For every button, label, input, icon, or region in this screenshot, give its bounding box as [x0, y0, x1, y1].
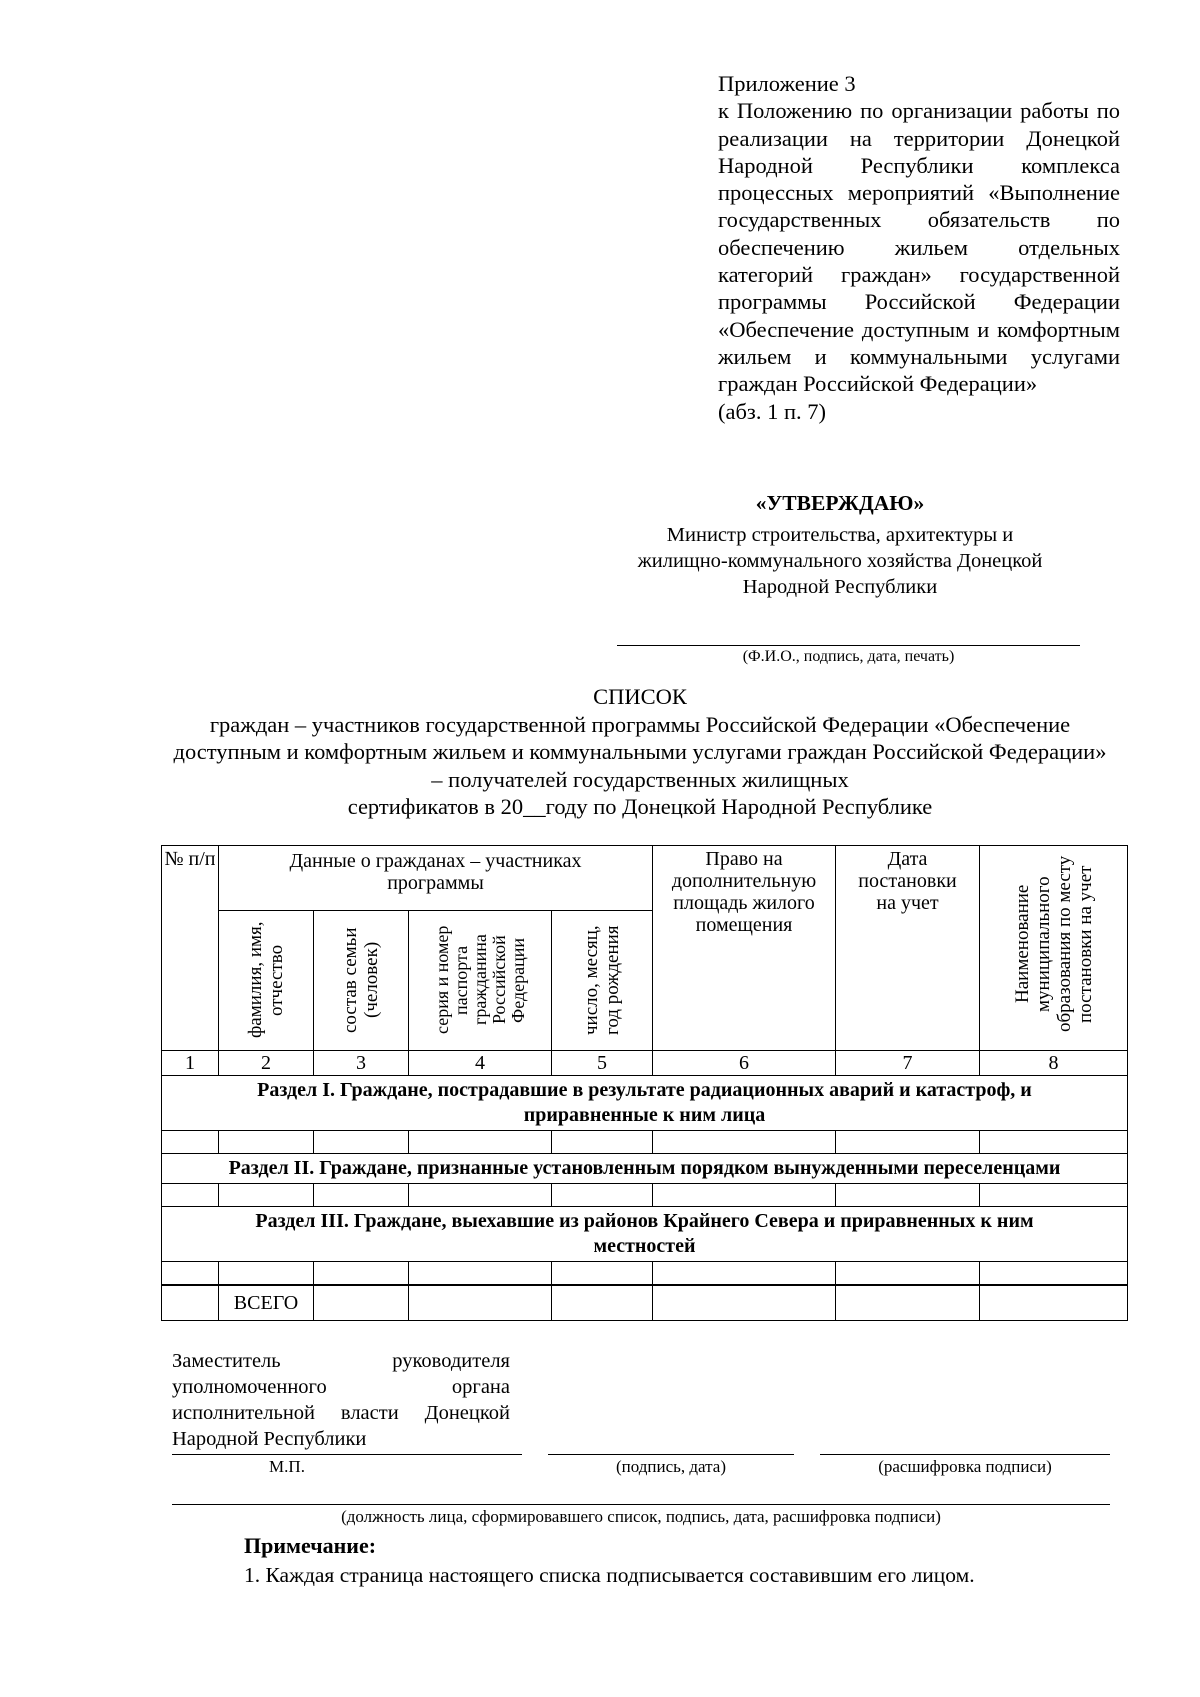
col-municipality-label: Наименование муниципального образования по месту постановки на учет — [1011, 855, 1096, 1033]
decoding-line — [820, 1454, 1110, 1455]
table-cell — [219, 1131, 314, 1154]
appendix-text: к Положению по организации работы по реализации на территории Донецкой Народной Республики комплекса процессных мероприятий «Выполнение государственных обязательств по обеспечению жильем отдельных категорий граждан» государственной программы Российской Федерации «Обеспечение доступным и комфортным жильем и коммунальными услугами граждан Российской Федерации» — [718, 98, 1120, 397]
note-label: Примечание: — [244, 1533, 377, 1558]
col-passport-label: серия и номер паспорта гражданина Российской Федерации — [431, 925, 528, 1035]
table-cell — [836, 1131, 980, 1154]
col-fio-header — [219, 911, 314, 1051]
table-cell — [980, 1184, 1128, 1207]
signature-date-caption: (подпись, дата) — [615, 1457, 726, 1476]
appendix-block — [718, 70, 1120, 425]
stamp-caption: М.П. — [269, 1457, 305, 1476]
table-cell — [980, 1131, 1128, 1154]
total-label: ВСЕГО — [219, 1285, 314, 1321]
section-row — [162, 1207, 1128, 1262]
table-cell — [836, 1262, 980, 1285]
table-cell — [653, 1262, 836, 1285]
approval-signature-caption: (Ф.И.О., подпись, дата, печать) — [742, 648, 955, 665]
column-number: 5 — [552, 1051, 653, 1076]
col-number-header: № п/п — [162, 846, 219, 1051]
table-cell — [314, 1184, 409, 1207]
table-cell — [219, 1262, 314, 1285]
table-header-row — [162, 846, 1128, 911]
col-birth-header — [552, 911, 653, 1051]
table-cell — [980, 1285, 1128, 1321]
col-date-header: Дата постановки на учет — [836, 846, 980, 1051]
approval-position: Министр строительства, архитектуры и жилищно-коммунального хозяйства Донецкой Народной Республики — [637, 524, 1043, 598]
col-passport-header — [409, 911, 552, 1051]
col-birth-label: число, месяц, год рождения — [581, 925, 623, 1035]
list-title: СПИСОК — [593, 684, 687, 709]
table-cell — [314, 1131, 409, 1154]
table-cell — [409, 1262, 552, 1285]
section-row — [162, 1154, 1128, 1184]
table-cell — [552, 1131, 653, 1154]
stamp-signature-line — [172, 1454, 522, 1455]
section-3-heading: Раздел III. Граждане, выехавшие из районов Крайнего Севера и приравненных к ним местностей — [162, 1207, 1128, 1262]
column-number: 1 — [162, 1051, 219, 1076]
col-family-header — [314, 911, 409, 1051]
column-number: 2 — [219, 1051, 314, 1076]
col-citizens-header: Данные о гражданах – участниках программы — [219, 846, 653, 911]
column-number: 6 — [653, 1051, 836, 1076]
col-municipality-header — [980, 846, 1128, 1051]
section-1-heading: Раздел I. Граждане, пострадавшие в результате радиационных аварий и катастроф, и приравненные к ним лица — [162, 1076, 1128, 1131]
note-item-1: 1. Каждая страница настоящего списка подписывается составившим его лицом. — [244, 1563, 975, 1587]
table-cell — [552, 1184, 653, 1207]
table-cell — [836, 1285, 980, 1321]
approval-block — [600, 490, 1080, 600]
total-row — [162, 1285, 1128, 1321]
citizens-table — [161, 845, 1128, 1321]
signature-date-line — [548, 1454, 794, 1455]
list-subtitle-year: сертификатов в 20__году по Донецкой Народной Республике — [347, 794, 933, 819]
column-number: 7 — [836, 1051, 980, 1076]
table-cell — [653, 1131, 836, 1154]
approval-title: «УТВЕРЖДАЮ» — [755, 491, 925, 515]
deputy-position: Заместитель руководителя уполномоченного органа исполнительной власти Донецкой Народной Республики — [172, 1350, 510, 1450]
column-number: 4 — [409, 1051, 552, 1076]
table-cell — [409, 1184, 552, 1207]
table-cell — [314, 1262, 409, 1285]
decoding-caption: (расшифровка подписи) — [878, 1457, 1052, 1476]
appendix-reference: (абз. 1 п. 7) — [718, 398, 826, 424]
table-cell — [552, 1262, 653, 1285]
table-cell — [162, 1184, 219, 1207]
table-cell — [653, 1184, 836, 1207]
table-number-row — [162, 1051, 1128, 1076]
table-cell — [980, 1262, 1128, 1285]
list-title-block — [150, 683, 1130, 821]
table-cell — [653, 1285, 836, 1321]
table-cell — [836, 1184, 980, 1207]
table-row — [162, 1131, 1128, 1154]
list-subtitle: граждан – участников государственной программы Российской Федерации «Обеспечение доступным и комфортным жильем и коммунальными услугами граждан Российской Федерации» – получателей государственных жилищных — [173, 711, 1107, 792]
col-fio-label: фамилия, имя, отчество — [245, 921, 287, 1039]
table-cell — [314, 1285, 409, 1321]
table-cell — [162, 1131, 219, 1154]
col-family-label: состав семьи (человек) — [340, 927, 382, 1033]
table-row — [162, 1184, 1128, 1207]
section-row — [162, 1076, 1128, 1131]
table-row — [162, 1262, 1128, 1285]
column-number: 8 — [980, 1051, 1128, 1076]
approval-signature-line — [617, 645, 1080, 646]
table-cell — [219, 1184, 314, 1207]
table-cell — [162, 1262, 219, 1285]
table-cell — [409, 1131, 552, 1154]
col-area-header: Право на дополнительную площадь жилого помещения — [653, 846, 836, 1051]
compiler-line — [172, 1504, 1110, 1505]
table-cell — [409, 1285, 552, 1321]
appendix-heading: Приложение 3 — [718, 71, 856, 96]
section-2-heading: Раздел II. Граждане, признанные установленным порядком вынужденными переселенцами — [162, 1154, 1128, 1184]
column-number: 3 — [314, 1051, 409, 1076]
table-cell — [552, 1285, 653, 1321]
compiler-caption: (должность лица, сформировавшего список, подпись, дата, расшифровка подписи) — [341, 1507, 941, 1526]
table-cell — [162, 1285, 219, 1321]
